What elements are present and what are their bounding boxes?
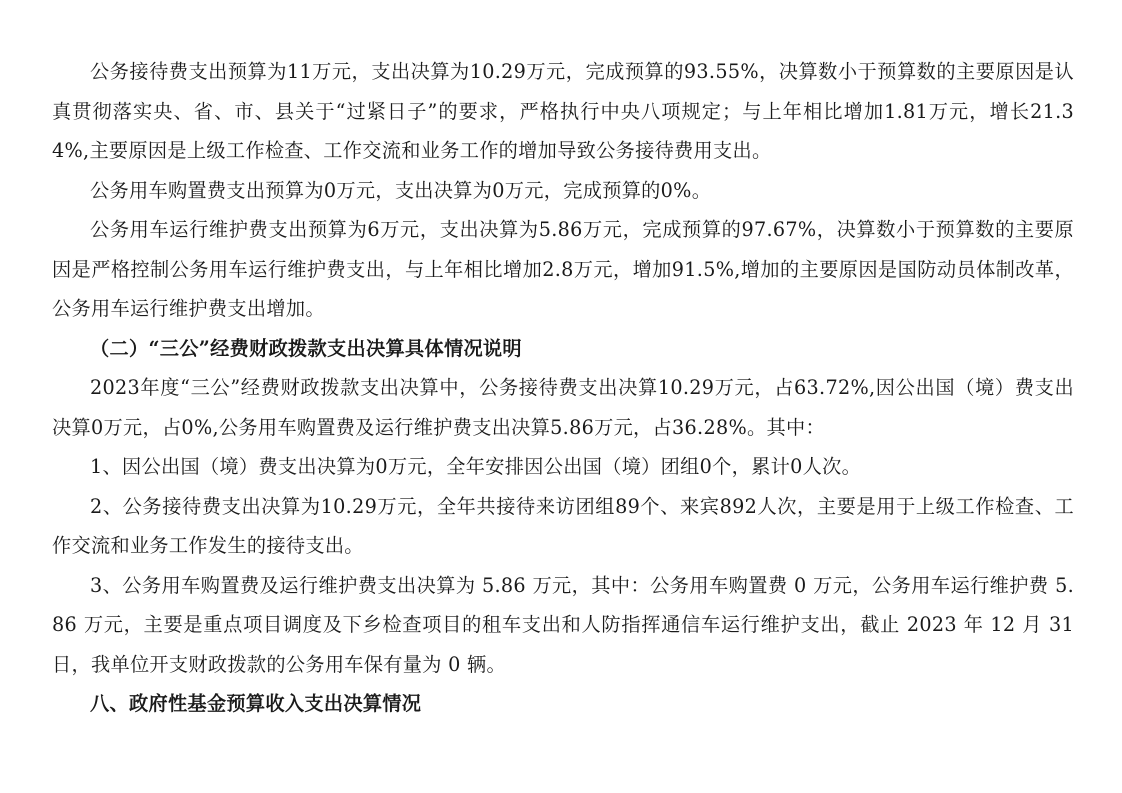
paragraph-three-public-summary: 2023年度“三公”经费财政拨款支出决算中，公务接待费支出决算10.29万元，占63.72%,因公出国（境）费支出决算0万元，占0%,公务用车购置费及运行维护费支出决算5.86万元，占36.28%。其中： xyxy=(52,376,1074,439)
paragraph-vehicle-maintenance: 公务用车运行维护费支出预算为6万元，支出决算为5.86万元，完成预算的97.67%，决算数小于预算数的主要原因是严格控制公务用车运行维护费支出，与上年相比增加2.8万元，增加91.5%,增加的主要原因是国防动员体制改革，公务用车运行维护费支出增加。 xyxy=(52,218,1074,320)
list-item-vehicles: 3、公务用车购置费及运行维护费支出决算为 5.86 万元，其中：公务用车购置费 0 万元，公务用车运行维护费 5.86 万元，主要是重点项目调度及下乡检查项目的租车支出和人防指挥通信车运行维护支出，截止 2023 年 12 月 31 日，我单位开支财政拨款的公务用车保有量为 0 辆。 xyxy=(52,573,1074,676)
list-item-reception: 2、公务接待费支出决算为10.29万元，全年共接待来访团组89个、来宾892人次，主要是用于上级工作检查、工作交流和业务工作发生的接待支出。 xyxy=(52,494,1074,557)
section-heading-government-fund: 八、政府性基金预算收入支出决算情况 xyxy=(90,692,422,715)
sub-heading-three-public-expenses: （二）“三公”经费财政拨款支出决算具体情况说明 xyxy=(90,336,522,360)
list-item-overseas-travel: 1、因公出国（境）费支出决算为0万元，全年安排因公出国（境）团组0个，累计0人次。 xyxy=(90,455,862,478)
paragraph-reception-expense: 公务接待费支出预算为11万元，支出决算为10.29万元，完成预算的93.55%，决算数小于预算数的主要原因是认真贯彻落实央、省、市、县关于“过紧日子”的要求，严格执行中央八项规定；与上年相比增加1.81万元，增长21.34%,主要原因是上级工作检查、工作交流和业务工作的增加导致公务接待费用支出。 xyxy=(52,60,1074,162)
document-page xyxy=(52,52,1074,724)
paragraph-vehicle-purchase: 公务用车购置费支出预算为0万元，支出决算为0万元，完成预算的0%。 xyxy=(90,178,712,202)
